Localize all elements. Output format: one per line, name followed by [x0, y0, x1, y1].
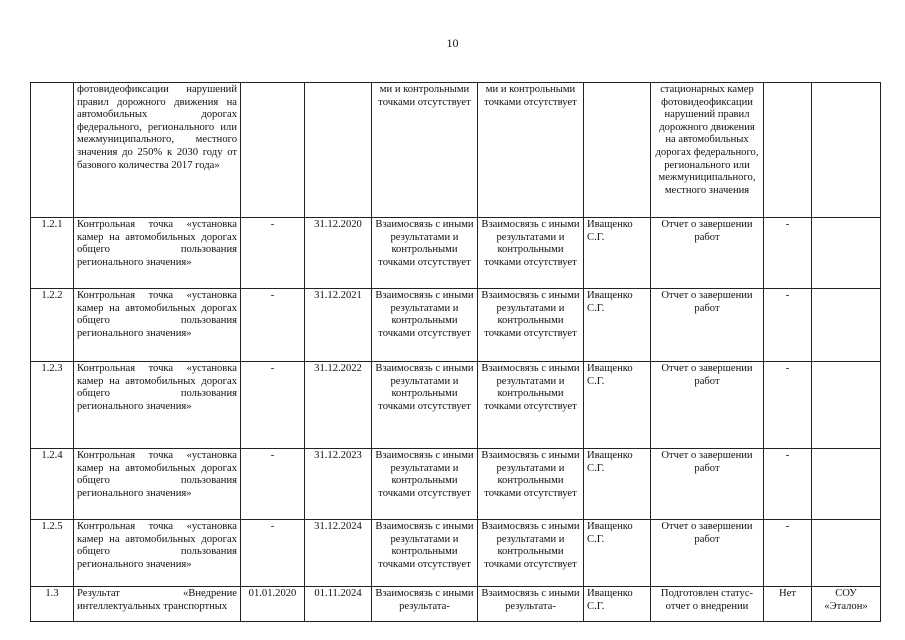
- cell-successor-link: Взаимосвязь с иными результатами и контрольными точками отсутствует: [478, 218, 584, 289]
- cell-predecessor-link: Взаимосвязь с иными результатами и контрольными точками отсутствует: [372, 289, 478, 362]
- cell-info-system: [812, 520, 881, 587]
- cell-result-document: Отчет о завершении работ: [651, 218, 764, 289]
- cell-name: Контрольная точка «установка камер на автомобильных дорогах общего пользования регионального значения»: [74, 520, 241, 587]
- cell-number: 1.3: [31, 587, 74, 622]
- cell-name: Контрольная точка «установка камер на автомобильных дорогах общего пользования регионального значения»: [74, 218, 241, 289]
- cell-responsible: Иващенко С.Г.: [584, 362, 651, 449]
- cell-name: Контрольная точка «установка камер на автомобильных дорогах общего пользования регионального значения»: [74, 449, 241, 520]
- cell-successor-link: Взаимосвязь с иными результатами и контрольными точками отсутствует: [478, 362, 584, 449]
- cell-predecessor-link: ми и контрольными точками отсутствует: [372, 83, 478, 218]
- cell-responsible: Иващенко С.Г.: [584, 218, 651, 289]
- table-row: [31, 520, 881, 587]
- cell-predecessor-link: Взаимосвязь с иными результатами и контрольными точками отсутствует: [372, 218, 478, 289]
- cell-number: 1.2.2: [31, 289, 74, 362]
- cell-number: 1.2.4: [31, 449, 74, 520]
- cell-start-date: 01.01.2020: [241, 587, 305, 622]
- cell-end-date: 31.12.2023: [305, 449, 372, 520]
- cell-result-document: Отчет о завершении работ: [651, 449, 764, 520]
- cell-successor-link: Взаимосвязь с иными результатами и контрольными точками отсутствует: [478, 449, 584, 520]
- cell-successor-link: Взаимосвязь с иными результатами и контрольными точками отсутствует: [478, 520, 584, 587]
- cell-successor-link: Взаимосвязь с иными результата-: [478, 587, 584, 622]
- cell-info-system: [812, 218, 881, 289]
- cell-name: фотовидеофиксации нарушений правил дорожного движения на автомобильных дорогах федерального, регионального или межмуниципального, местного значения до 250% к 2030 году от базового количества 2017 года»: [74, 83, 241, 218]
- cell-info-system: СОУ «Эталон»: [812, 587, 881, 622]
- cell-control-level: -: [764, 218, 812, 289]
- cell-control-level: -: [764, 520, 812, 587]
- cell-predecessor-link: Взаимосвязь с иными результатами и контрольными точками отсутствует: [372, 520, 478, 587]
- cell-start-date: -: [241, 449, 305, 520]
- cell-start-date: -: [241, 520, 305, 587]
- cell-name: Результат «Внедрение интеллектуальных транспортных: [74, 587, 241, 622]
- cell-control-level: Нет: [764, 587, 812, 622]
- cell-responsible: Иващенко С.Г.: [584, 289, 651, 362]
- cell-info-system: [812, 83, 881, 218]
- cell-start-date: [241, 83, 305, 218]
- cell-responsible: Иващенко С.Г.: [584, 520, 651, 587]
- cell-control-level: -: [764, 362, 812, 449]
- cell-result-document: Подготовлен статус-отчет о внедрении: [651, 587, 764, 622]
- cell-info-system: [812, 289, 881, 362]
- cell-start-date: -: [241, 218, 305, 289]
- cell-result-document: Отчет о завершении работ: [651, 362, 764, 449]
- cell-result-document: стационарных камер фотовидеофиксации нарушений правил дорожного движения на автомобильных дорогах федерального, регионального или межмуниципального, местного значения: [651, 83, 764, 218]
- cell-name: Контрольная точка «установка камер на автомобильных дорогах общего пользования регионального значения»: [74, 289, 241, 362]
- cell-number: [31, 83, 74, 218]
- cell-end-date: 31.12.2020: [305, 218, 372, 289]
- table-row: [31, 218, 881, 289]
- cell-successor-link: Взаимосвязь с иными результатами и контрольными точками отсутствует: [478, 289, 584, 362]
- cell-end-date: 31.12.2021: [305, 289, 372, 362]
- cell-start-date: -: [241, 362, 305, 449]
- cell-name: Контрольная точка «установка камер на автомобильных дорогах общего пользования регионального значения»: [74, 362, 241, 449]
- project-plan-table: [30, 82, 881, 622]
- table-row: [31, 362, 881, 449]
- cell-number: 1.2.3: [31, 362, 74, 449]
- cell-control-level: [764, 83, 812, 218]
- cell-end-date: 31.12.2024: [305, 520, 372, 587]
- cell-number: 1.2.5: [31, 520, 74, 587]
- cell-predecessor-link: Взаимосвязь с иными результатами и контрольными точками отсутствует: [372, 362, 478, 449]
- cell-number: 1.2.1: [31, 218, 74, 289]
- cell-info-system: [812, 362, 881, 449]
- cell-predecessor-link: Взаимосвязь с иными результатами и контрольными точками отсутствует: [372, 449, 478, 520]
- cell-predecessor-link: Взаимосвязь с иными результата-: [372, 587, 478, 622]
- cell-info-system: [812, 449, 881, 520]
- table-row: [31, 289, 881, 362]
- page-number: 10: [446, 36, 459, 50]
- cell-control-level: -: [764, 289, 812, 362]
- cell-result-document: Отчет о завершении работ: [651, 520, 764, 587]
- cell-end-date: 01.11.2024: [305, 587, 372, 622]
- table-row: [31, 83, 881, 218]
- cell-responsible: [584, 83, 651, 218]
- table-row: [31, 587, 881, 622]
- cell-responsible: Иващенко С.Г.: [584, 449, 651, 520]
- cell-start-date: -: [241, 289, 305, 362]
- cell-end-date: 31.12.2022: [305, 362, 372, 449]
- cell-responsible: Иващенко С.Г.: [584, 587, 651, 622]
- cell-successor-link: ми и контрольными точками отсутствует: [478, 83, 584, 218]
- cell-end-date: [305, 83, 372, 218]
- cell-control-level: -: [764, 449, 812, 520]
- cell-result-document: Отчет о завершении работ: [651, 289, 764, 362]
- table-row: [31, 449, 881, 520]
